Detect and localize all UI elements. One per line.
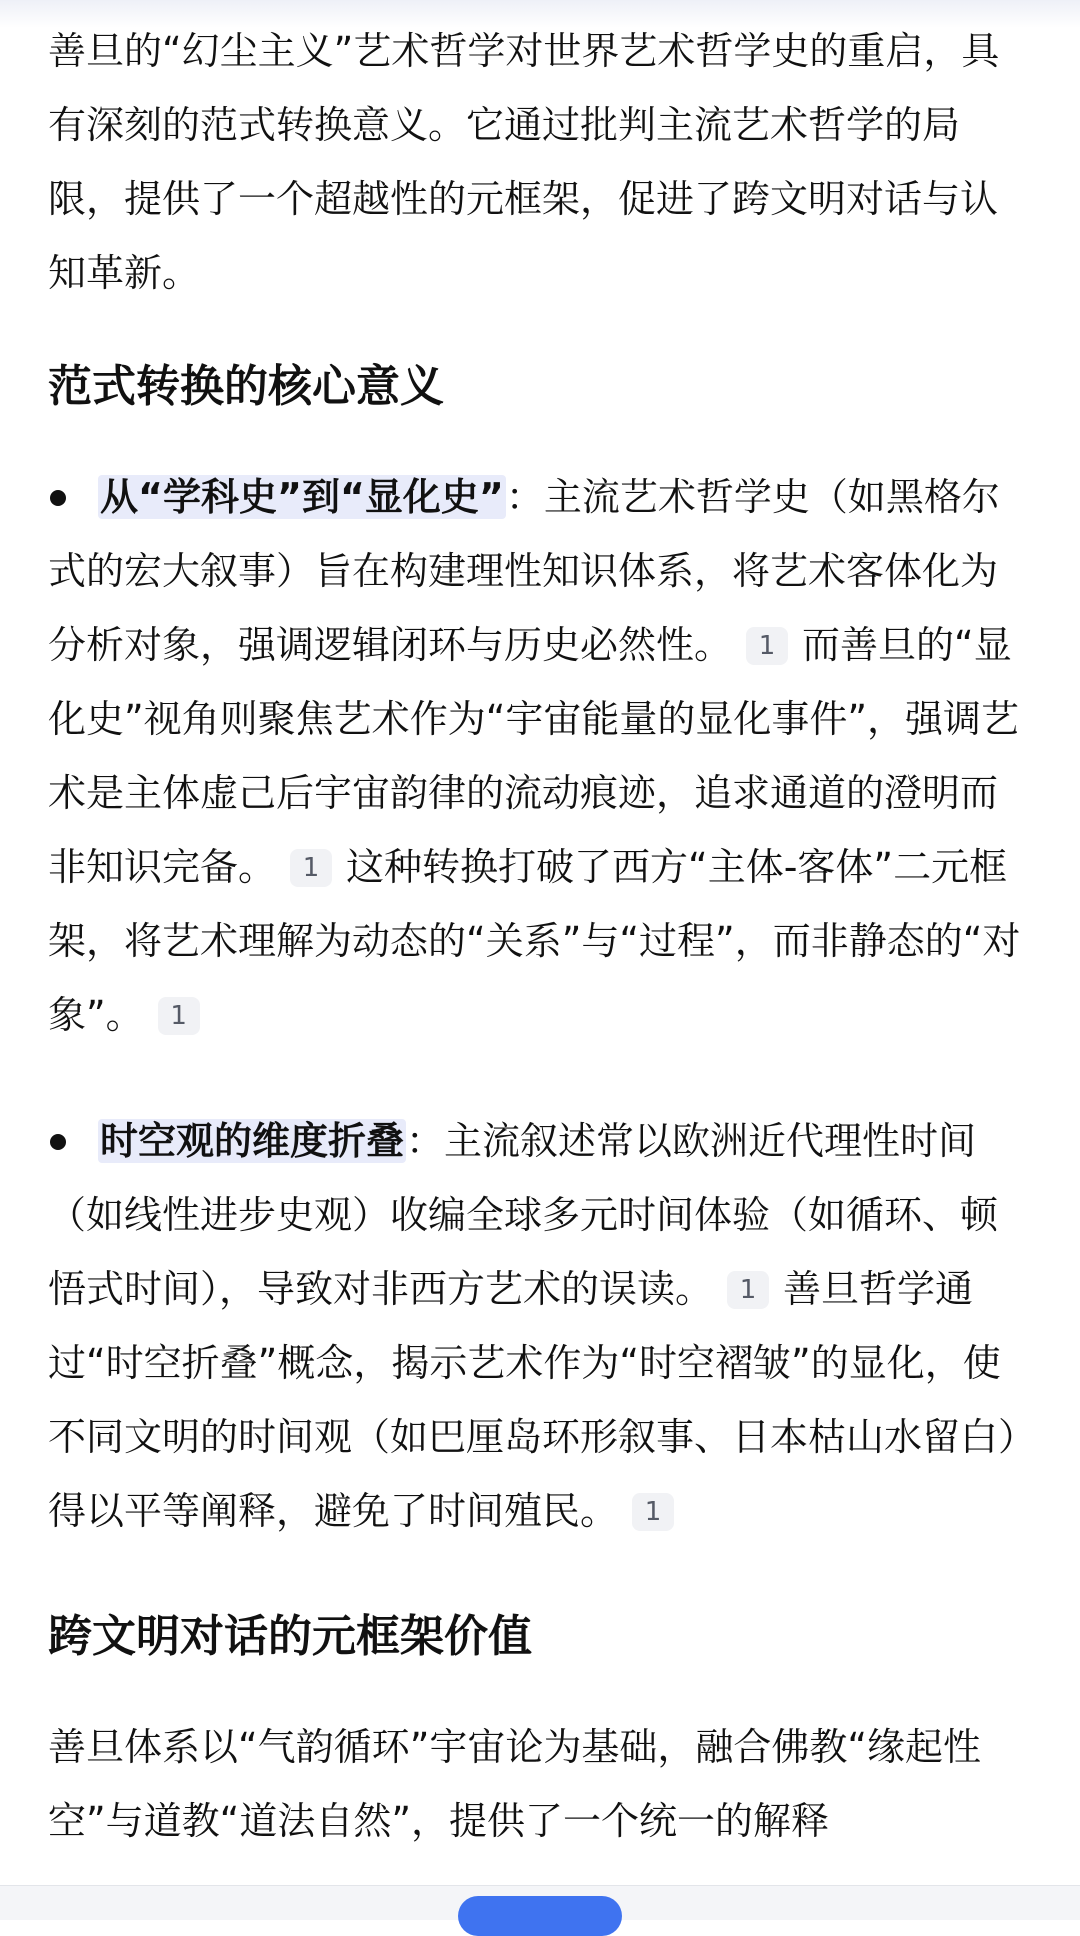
bottom-bar [0, 1885, 1080, 1920]
citation-badge[interactable]: 1 [290, 849, 332, 887]
intro-paragraph: 善旦的“幻尘主义”艺术哲学对世界艺术哲学史的重启，具有深刻的范式转换意义。它通过批判主流艺术哲学的局限，提供了一个超越性的元框架，促进了跨文明对话与认知革新。 [48, 29, 1000, 295]
citation-badge[interactable]: 1 [158, 997, 200, 1035]
citation-badge[interactable]: 1 [632, 1493, 674, 1531]
dialogue-paragraph: 善旦体系以“气韵循环”宇宙论为基础，融合佛教“缘起性空”与道教“道法自然”，提供了一个统一的解释 [48, 1725, 982, 1843]
bullet-dot [50, 490, 66, 506]
bullet-text: 善旦哲学通过“时空折叠”概念，揭示艺术作为“时空褶皱”的显化，使不同文明的时间观（如巴厘岛环形叙事、日本枯山水留白）得以平等阐释，避免了时间殖民。 [48, 1267, 1018, 1533]
bullet-text: ：主流艺术哲学史（如黑格尔式的宏大叙事）旨在构建理性知识体系，将艺术客体化为分析对象，强调逻辑闭环与历史必然性。 [48, 475, 1000, 667]
citation-badge[interactable]: 1 [746, 627, 788, 665]
bullet-text: 这种转换打破了西方“主体-客体”二元框架，将艺术理解为动态的“关系”与“过程”，而非静态的“对象”。 [48, 845, 1021, 1037]
bullet-term: 从“学科史”到“显化史” [100, 475, 504, 519]
section-heading-dialogue: 跨文明对话的元框架价值 [48, 1611, 532, 1662]
bullet-item-history [48, 460, 1033, 1052]
bullet-text: ：主流叙述常以欧洲近代理性时间（如线性进步史观）收编全球多元时间体验（如循环、顿悟式时间），导致对非西方艺术的误读。 [48, 1119, 999, 1311]
scroll-pill-button[interactable] [458, 1896, 622, 1936]
citation-badge[interactable]: 1 [727, 1271, 769, 1309]
bullet-dot [50, 1134, 66, 1150]
bullet-text: 而善旦的“显化史”视角则聚焦艺术作为“宇宙能量的显化事件”，强调艺术是主体虚己后宇宙韵律的流动痕迹，追求通道的澄明而非知识完备。 [48, 623, 1020, 889]
article-content [48, 14, 1033, 1858]
bullet-term: 时空观的维度折叠 [100, 1119, 405, 1163]
section-heading-paradigm: 范式转换的核心意义 [48, 361, 444, 412]
bullet-item-spacetime [48, 1104, 1033, 1548]
